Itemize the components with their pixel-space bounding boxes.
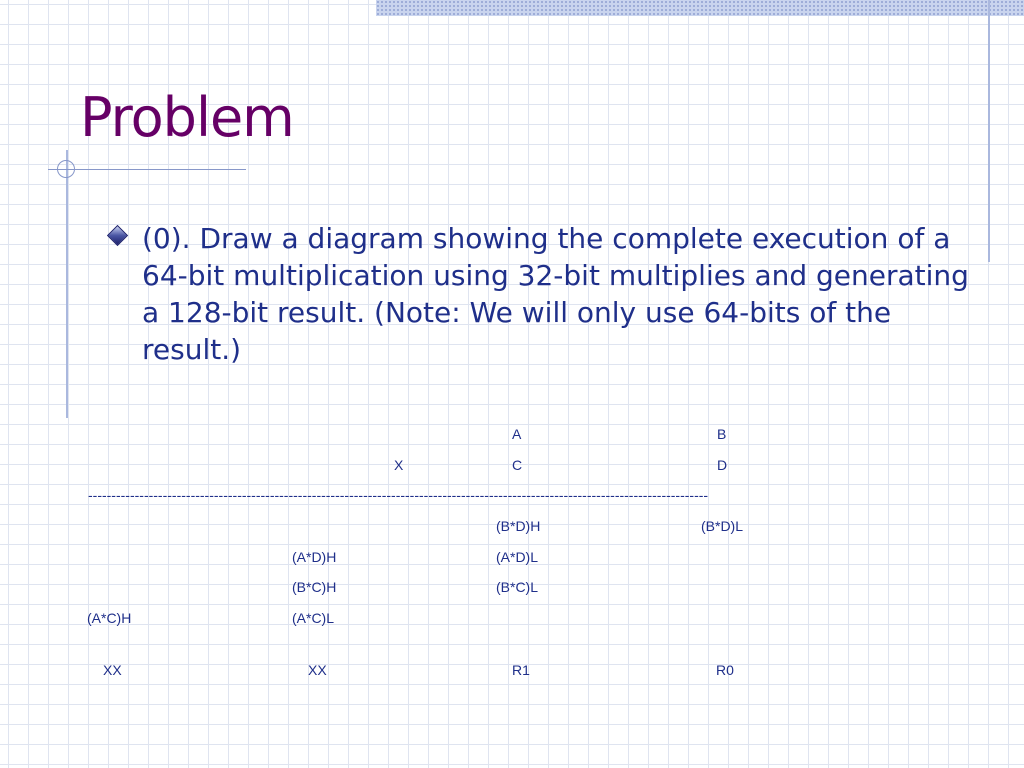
partial-ac-low: (A*C)L (292, 610, 335, 626)
operand-b: B (717, 426, 727, 442)
result-r1: R1 (512, 662, 530, 678)
operand-c: C (512, 457, 523, 473)
separator-line: ------------------------------------------------------------------------------------------------------------------------------------- (88, 487, 709, 503)
partial-ac-high: (A*C)H (87, 610, 132, 626)
partial-bd-low: (B*D)L (701, 518, 744, 534)
multiply-operator: X (394, 457, 404, 473)
partial-ad-high: (A*D)H (292, 549, 337, 565)
slide-title: Problem (80, 86, 294, 149)
operand-d: D (717, 457, 728, 473)
result-word-3: XX (103, 662, 122, 678)
partial-ad-low: (A*D)L (496, 549, 539, 565)
result-r0: R0 (716, 662, 734, 678)
operand-a: A (512, 426, 522, 442)
result-word-2: XX (308, 662, 327, 678)
partial-bd-high: (B*D)H (496, 518, 541, 534)
partial-bc-high: (B*C)H (292, 579, 337, 595)
bullet-text: (0). Draw a diagram showing the complete execution of a 64-bit multiplication using 32-bit multiplies and generating a 128-bit result. (Note: We will only use 64-bits of the result.) (142, 222, 969, 366)
partial-bc-low: (B*C)L (496, 579, 539, 595)
